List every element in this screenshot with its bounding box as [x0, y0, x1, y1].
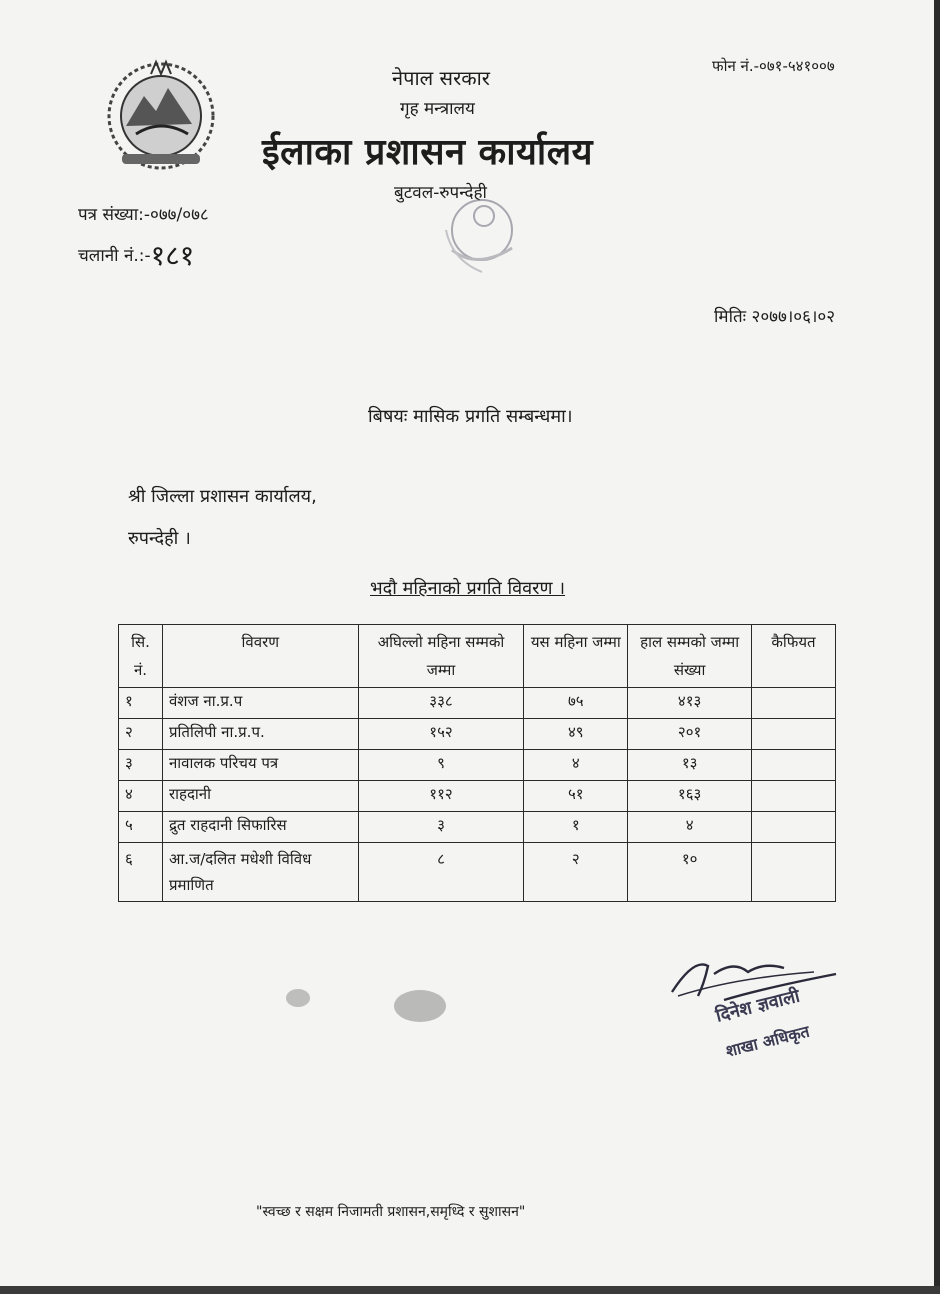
header-cumulative-total: हाल सम्मको जम्मा संख्या: [628, 625, 752, 688]
cell-remarks: [752, 843, 836, 902]
signer-title: शाखा अधिकृत: [723, 1021, 812, 1061]
phone-number: फोन नं.-०७१-५४१००७: [712, 57, 835, 75]
cell-remarks: [752, 781, 836, 812]
letter-subject: बिषयः मासिक प्रगति सम्बन्धमा।: [368, 406, 573, 427]
table-row: [119, 688, 836, 719]
signer-name: दिनेश ज्ञवाली: [713, 985, 802, 1027]
office-name: ईलाका प्रशासन कार्यालय: [262, 132, 594, 173]
header-previous-total: अघिल्लो महिना सम्मको जम्मा: [358, 625, 524, 688]
footer-motto: "स्वच्छ र सक्षम निजामती प्रशासन,समृध्दि र सुशासन": [256, 1204, 526, 1220]
cell-sn: ५: [119, 812, 163, 843]
cell-sn: ३: [119, 750, 163, 781]
cell-total: १६३: [628, 781, 752, 812]
cell-sn: ६: [119, 843, 163, 902]
letter-date: मितिः २०७७।०६।०२: [714, 307, 836, 327]
cell-description: आ.ज/दलित मधेशी विविध प्रमाणित: [162, 843, 358, 902]
office-location: बुटवल-रुपन्देही: [394, 183, 487, 203]
cell-total: १३: [628, 750, 752, 781]
cell-previous: ८: [358, 843, 524, 902]
cell-previous: ९: [358, 750, 524, 781]
cell-sn: २: [119, 719, 163, 750]
recipient-district: रुपन्देही ।: [128, 528, 191, 549]
cell-total: ४१३: [628, 688, 752, 719]
table-row: [119, 843, 836, 902]
cell-description: द्रुत राहदानी सिफारिस: [162, 812, 358, 843]
header-this-month: यस महिना जम्मा: [524, 625, 628, 688]
cell-total: १०: [628, 843, 752, 902]
table-row: [119, 750, 836, 781]
recipient-office: श्री जिल्ला प्रशासन कार्यालय,: [128, 486, 317, 507]
cell-sn: १: [119, 688, 163, 719]
cell-total: २०१: [628, 719, 752, 750]
table-title: भदौ महिनाको प्रगति विवरण ।: [370, 578, 566, 599]
header-description: विवरण: [162, 625, 358, 688]
cell-previous: ३३८: [358, 688, 524, 719]
table-row: [119, 812, 836, 843]
government-name: नेपाल सरकार: [392, 66, 490, 90]
cell-remarks: [752, 688, 836, 719]
cell-previous: १५२: [358, 719, 524, 750]
cell-this-month: ५१: [524, 781, 628, 812]
cell-remarks: [752, 719, 836, 750]
cell-total: ४: [628, 812, 752, 843]
cell-this-month: ७५: [524, 688, 628, 719]
cell-this-month: १: [524, 812, 628, 843]
table-row: [119, 781, 836, 812]
cell-remarks: [752, 750, 836, 781]
header-remarks: कैफियत: [752, 625, 836, 688]
table-header-row: [119, 625, 836, 688]
cell-sn: ४: [119, 781, 163, 812]
cell-previous: ३: [358, 812, 524, 843]
dispatch-number-value: १८१: [150, 239, 195, 272]
cell-description: वंशज ना.प्र.प: [162, 688, 358, 719]
office-stamp-icon: [432, 190, 522, 290]
cell-this-month: ४९: [524, 719, 628, 750]
cell-previous: ११२: [358, 781, 524, 812]
dispatch-number: [78, 232, 194, 270]
ink-smudge-icon: [270, 976, 460, 1036]
reference-number: पत्र संख्या:-०७७/०७८: [78, 205, 209, 225]
table-row: [119, 719, 836, 750]
scan-edge-right: [934, 0, 940, 1294]
header-sn: सि. नं.: [119, 625, 163, 688]
progress-table: [118, 624, 836, 902]
cell-description: नावालक परिचय पत्र: [162, 750, 358, 781]
cell-description: राहदानी: [162, 781, 358, 812]
scan-edge-bottom: [0, 1286, 940, 1294]
dispatch-label: चलानी नं.:-: [78, 246, 151, 266]
ministry-name: गृह मन्त्रालय: [400, 99, 475, 119]
cell-remarks: [752, 812, 836, 843]
cell-description: प्रतिलिपी ना.प्र.प.: [162, 719, 358, 750]
cell-this-month: ४: [524, 750, 628, 781]
cell-this-month: २: [524, 843, 628, 902]
nepal-emblem-icon: [96, 56, 226, 174]
